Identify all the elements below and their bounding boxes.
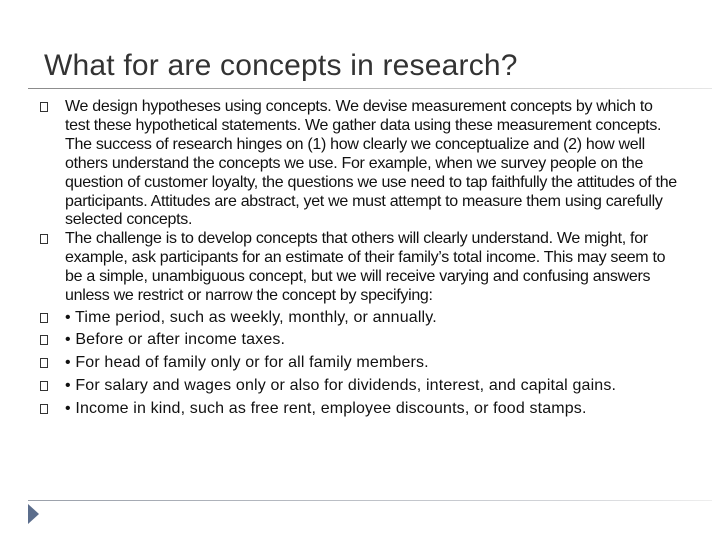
slide-title: What for are concepts in research? bbox=[44, 49, 518, 82]
bullet-text: • Time period, such as weekly, monthly, or annually. bbox=[65, 308, 437, 326]
bullet-text: • Income in kind, such as free rent, employee discounts, or food stamps. bbox=[65, 400, 587, 418]
bullet-item bbox=[40, 331, 680, 350]
title-divider bbox=[28, 88, 712, 89]
bullet-item bbox=[40, 309, 680, 328]
bullet-text: We design hypotheses using concepts. We devise measurement concepts by which to test these hypothetical statements. We gather data using these measurement concepts. The success of research hinges on (1) how clearly we conceptualize and (2) how well others understand the concepts we use. For example, when we survey people on the question of customer loyalty, the questions we use need to tap faithfully the attitudes of the participants. Attitudes are abstract, yet we must attempt to measure them using carefully selected concepts. bbox=[65, 98, 677, 229]
bullet-list bbox=[40, 98, 680, 419]
bullet-item bbox=[40, 400, 680, 419]
bullet-item bbox=[40, 98, 680, 230]
hollow-square-icon bbox=[40, 404, 48, 414]
bullet-item bbox=[40, 354, 680, 373]
hollow-square-icon bbox=[40, 102, 48, 112]
bullet-text: • For head of family only or for all family members. bbox=[65, 354, 429, 372]
bullet-item bbox=[40, 230, 680, 306]
hollow-square-icon bbox=[40, 234, 48, 244]
footer-divider bbox=[28, 500, 712, 501]
bullet-item bbox=[40, 377, 680, 396]
hollow-square-icon bbox=[40, 313, 48, 323]
hollow-square-icon bbox=[40, 381, 48, 391]
bullet-text: • Before or after income taxes. bbox=[65, 331, 286, 349]
hollow-square-icon bbox=[40, 358, 48, 368]
bullet-text: • For salary and wages only or also for dividends, interest, and capital gains. bbox=[65, 377, 617, 395]
bullet-text: The challenge is to develop concepts that others will clearly understand. We might, for example, ask participants for an estimate of their family’s total income. This may seem to be a simple, unambiguous concept, but we will receive varying and confusing answers unless we restrict or narrow the concept by specifying: bbox=[65, 230, 666, 305]
hollow-square-icon bbox=[40, 335, 48, 345]
navigation-arrow-icon bbox=[28, 504, 39, 524]
